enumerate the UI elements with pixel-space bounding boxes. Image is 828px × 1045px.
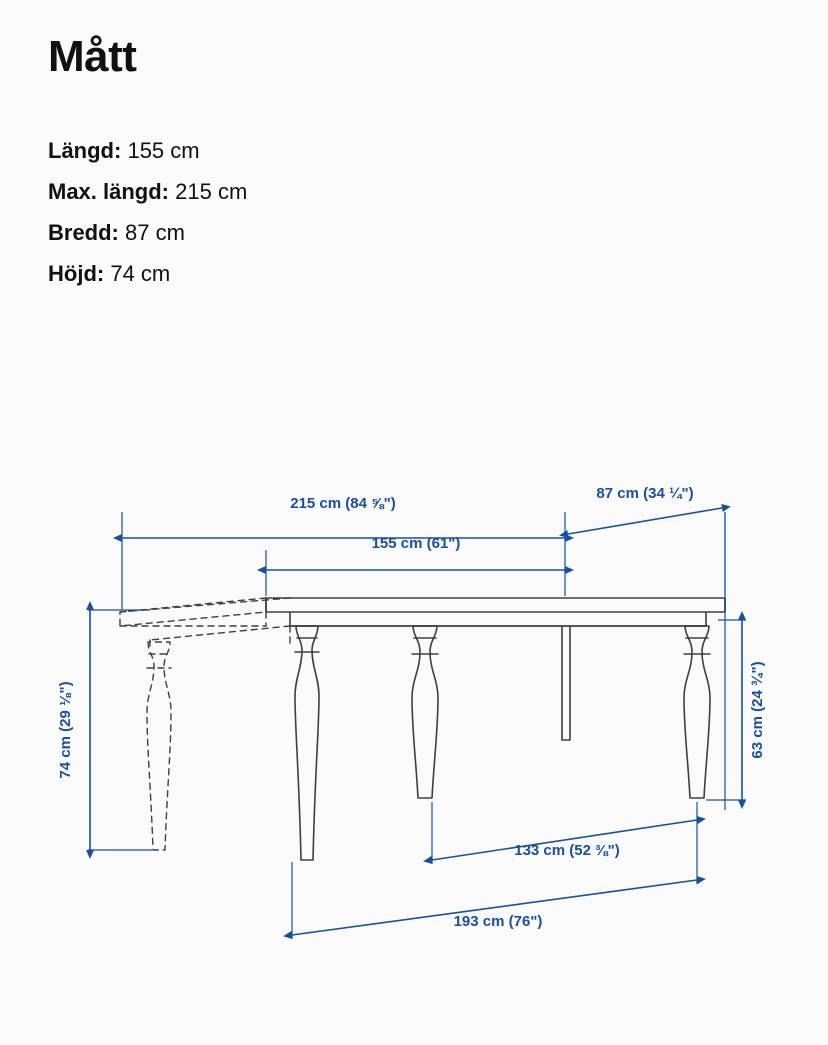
label-width: 87 cm (34 ¼") [596, 485, 694, 502]
label-outer-length: 193 cm (76") [453, 913, 543, 930]
spec-row [48, 130, 247, 171]
label-clearance-height: 63 cm (24 ¾") [749, 661, 766, 759]
spec-row [48, 212, 247, 253]
spec-label: Max. längd: [48, 179, 170, 204]
spec-row [48, 171, 247, 212]
spec-value: 215 cm [175, 179, 248, 204]
label-inner-length: 133 cm (52 ⅜") [514, 842, 620, 859]
spec-row [48, 253, 247, 294]
dimension-lines [88, 508, 746, 939]
spec-value: 87 cm [125, 220, 185, 245]
label-max-length: 215 cm (84 ⅝") [290, 495, 396, 512]
table-illustration [266, 598, 725, 860]
dimension-diagram [0, 430, 828, 1030]
label-length: 155 cm (61") [371, 535, 461, 552]
spec-value: 74 cm [110, 261, 171, 286]
spec-label: Längd: [48, 138, 122, 163]
page-title: Mått [48, 32, 137, 81]
label-height: 74 cm (29 ⅛") [57, 681, 74, 779]
spec-label: Höjd: [48, 261, 105, 286]
table-extension-dashed [120, 598, 290, 850]
spec-value: 155 cm [127, 138, 200, 163]
specs-list [48, 130, 247, 294]
spec-label: Bredd: [48, 220, 119, 245]
